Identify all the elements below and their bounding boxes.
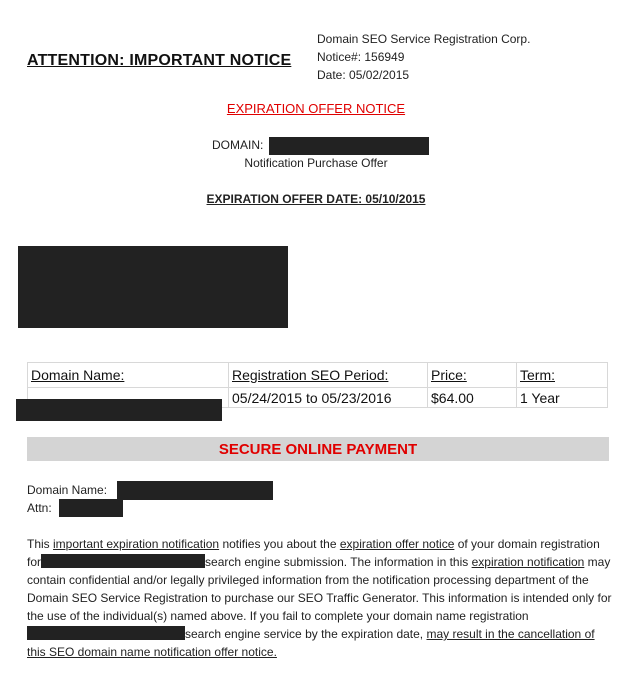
expiration-offer-date: EXPIRATION OFFER DATE: 05/10/2015 — [206, 192, 426, 206]
cancellation-link[interactable]: may result in the cancellation of this SEO domain name notification offer notice. — [27, 627, 595, 659]
redacted-attn — [59, 499, 123, 517]
para-text: of your domain registration for — [27, 537, 600, 569]
para-text: search engine service by the expiration date, — [185, 627, 427, 641]
redacted-inline-domain — [41, 554, 205, 568]
notice-paragraph — [27, 535, 612, 661]
header-domain-name: Domain Name: — [28, 363, 229, 388]
cell-period: 05/24/2015 to 05/23/2016 — [229, 388, 428, 408]
company-info — [317, 30, 530, 84]
expiration-offer-link[interactable]: expiration offer notice — [339, 537, 455, 551]
purchase-offer-text: Notification Purchase Offer — [244, 156, 388, 170]
redacted-domain — [269, 137, 429, 155]
redacted-inline-domain-2 — [27, 626, 185, 640]
important-notification-link[interactable]: important expiration notification — [53, 537, 220, 551]
header-registration-period: Registration SEO Period: — [229, 363, 428, 388]
para-text: may contain confidential and/or legally privileged information from the notification processing department of the Domain SEO Service Registration to purchase our SEO Traffic Generator. This information is intended only for the use of the individual(s) named above. If you fail to complete your domain name registration — [27, 555, 612, 623]
redacted-table-domain — [16, 399, 222, 421]
para-text: notifies you about the — [219, 537, 340, 551]
table-header-row — [28, 363, 608, 388]
domain-label: DOMAIN: — [212, 138, 264, 152]
notice-number: Notice#: 156949 — [317, 50, 405, 64]
attn-label: Attn: — [27, 501, 52, 515]
cell-price: $64.00 — [428, 388, 517, 408]
cell-term: 1 Year — [517, 388, 608, 408]
redacted-payment-domain — [117, 481, 273, 500]
header-term: Term: — [517, 363, 608, 388]
payment-domain-label: Domain Name: — [27, 483, 108, 497]
header-price: Price: — [428, 363, 517, 388]
expiration-offer-notice-link[interactable]: EXPIRATION OFFER NOTICE — [226, 101, 406, 116]
redacted-address-block — [18, 246, 288, 328]
notice-date: Date: 05/02/2015 — [317, 68, 410, 82]
para-text: This — [27, 537, 54, 551]
para-text: search engine submission. The information in this — [205, 555, 472, 569]
secure-payment-banner[interactable]: SECURE ONLINE PAYMENT — [27, 437, 609, 461]
notice-title: ATTENTION: IMPORTANT NOTICE — [27, 52, 292, 69]
company-name: Domain SEO Service Registration Corp. — [317, 32, 531, 46]
expiration-notification-link[interactable]: expiration notification — [471, 555, 585, 569]
